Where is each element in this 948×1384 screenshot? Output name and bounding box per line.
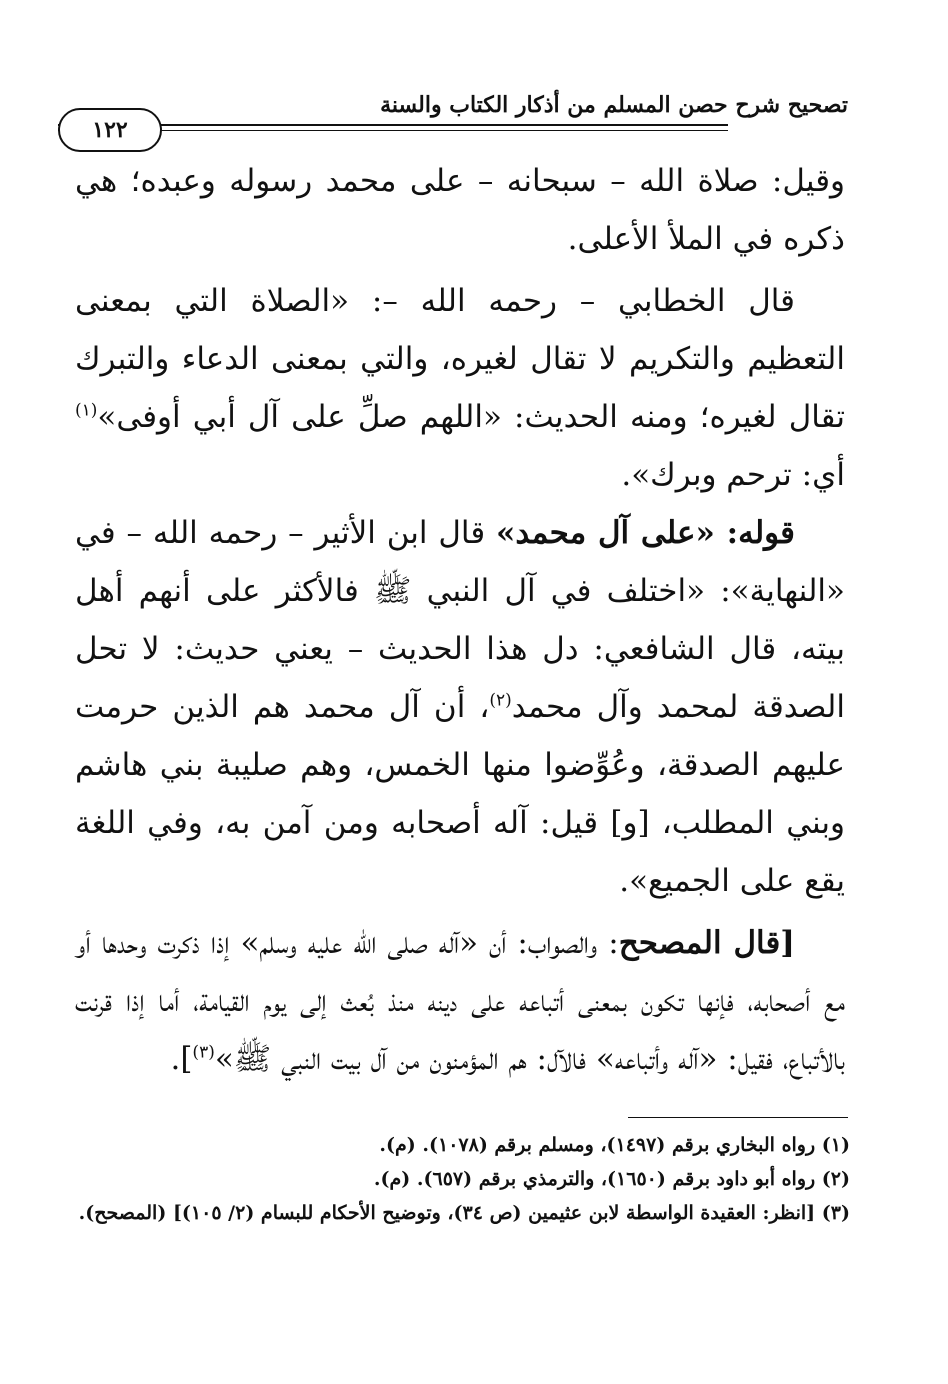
footnotes bbox=[75, 1128, 850, 1230]
footnote-1: (١) رواه البخاري برقم (١٤٩٧)، ومسلم برقم (١٠٧٨). (م). bbox=[379, 1134, 850, 1156]
page-number: ١٢٢ bbox=[58, 108, 162, 152]
paragraph-3-text-a: قال ابن الأثير – رحمه الله – في «النهاية»: «اختلف في آل النبي ﷺ فالأكثر على أنهم أهل بيته، قال الشافعي: دل هذا الحديث – يعني حديث: لا تحل الصدقة لمحمد وآل محمد bbox=[75, 515, 845, 725]
footnote-3: (٣) [انظر: العقيدة الواسطة لابن عثيمين (ص ٣٤)، وتوضيح الأحكام للبسام (٢/ ١٠٥)] (المصحح). bbox=[78, 1202, 850, 1224]
paragraph-3 bbox=[75, 504, 845, 910]
page-header bbox=[58, 80, 848, 150]
paragraph-2-text: قال الخطابي – رحمه الله –: «الصلاة التي بمعنى التعظيم والتكريم لا تقال لغيره، والتي بمعنى الدعاء والتبرك تقال لغيره؛ ومنه الحديث: «اللهم صلِّ على آل أبي أوفى» bbox=[75, 283, 845, 435]
footnote-2: (٢) رواه أبو داود برقم (١٦٥٠)، والترمذي برقم (٦٥٧). (م). bbox=[373, 1168, 850, 1190]
footnote-ref-3[interactable]: (٣) bbox=[192, 1042, 215, 1063]
paragraph-3-text-b: ، أن آل محمد هم الذين حرمت عليهم الصدقة، وعُوِّضوا منها الخمس، وهم صليبة بني هاشم وبني المطلب، [و] قيل: آله أصحابه ومن آمن به، وفي اللغة يقع على الجميع». bbox=[75, 689, 845, 899]
paragraph-3-heading: قوله: «على آل محمد» bbox=[496, 515, 795, 551]
footnote-ref-2[interactable]: (٢) bbox=[489, 690, 512, 711]
paragraph-2 bbox=[75, 272, 845, 504]
footnote-ref-1[interactable]: (١) bbox=[75, 400, 98, 421]
body-text bbox=[75, 152, 845, 1088]
paragraph-2-end: أي: ترحم وبرك». bbox=[621, 457, 845, 493]
paragraph-1 bbox=[75, 152, 845, 268]
paragraph-4-end: ]. bbox=[170, 1041, 193, 1077]
paragraph-4-text: : والصواب: أن «آله صلى الله عليه وسلم» إذا ذكرت وحدها أو مع أصحابه، فإنها تكون بمعنى أتباعه على دينه منذ بُعث إلى يوم القيامة، أما إذا قرنت بالأتباع، فقيل: «آله وأتباعه» فالآل: هم المؤمنون من آل بيت النبي ﷺ» bbox=[75, 925, 845, 1077]
paragraph-4-heading: [قال المصحح bbox=[618, 925, 795, 961]
running-title: تصحيح شرح حصن المسلم من أذكار الكتاب والسنة bbox=[380, 92, 848, 118]
footnote-separator bbox=[628, 1117, 848, 1118]
paragraph-1-text: وقيل: صلاة الله – سبحانه – على محمد رسوله وعبده؛ هي ذكره في الملأ الأعلى. bbox=[75, 163, 845, 257]
paragraph-4 bbox=[75, 914, 845, 1088]
